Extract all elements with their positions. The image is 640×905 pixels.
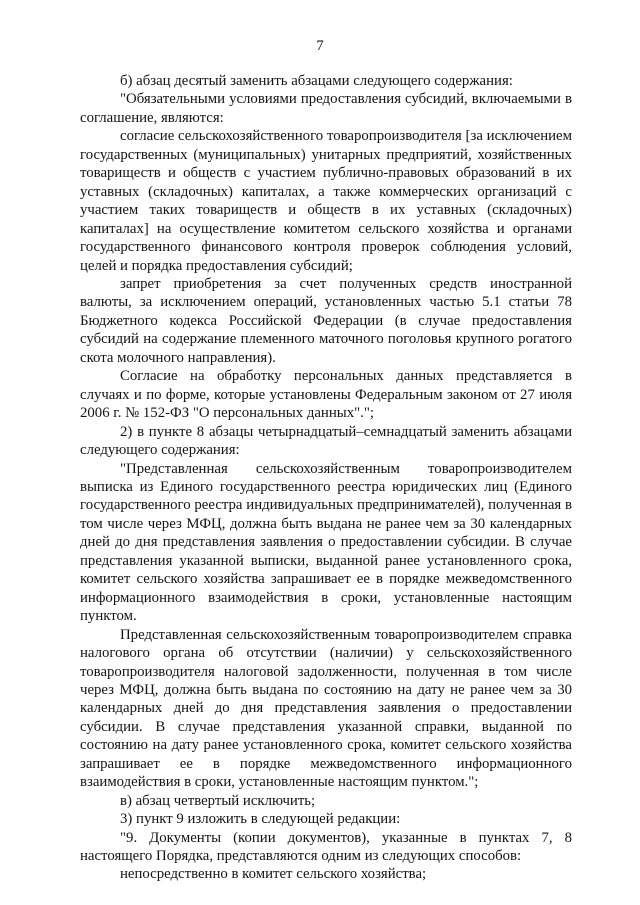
- paragraph-3: согласие сельскохозяйственного товаропроизводителя [за исключением государственных (муниципальных) унитарных предприятий, хозяйственных товариществ и обществ с участием публично-правовых образований в их уставных (складочных) капиталах, а также коммерческих организаций с участием таких товариществ и обществ в их уставных (складочных) капиталах] на осуществление комитетом сельского хозяйства и органами государственного финансового контроля проверок соблюдения условий, целей и порядка предоставления субсидий;: [80, 128, 572, 274]
- document-body: [80, 72, 572, 884]
- paragraph-7: "Представленная сельскохозяйственным товаропроизводителем выписка из Единого государственного реестра юридических лиц (Единого государственного реестра индивидуальных предпринимателей), полученная в том числе через МФЦ, должна быть выдана не ранее чем за 30 календарных дней до дня представления заявления о предоставлении субсидии. В случае представления указанной выписки, выданной ранее установленного срока, комитет сельского хозяйства запрашивает ее в порядке межведомственного информационного взаимодействия в сроки, установленные настоящим пунктом.: [80, 460, 572, 625]
- page-number: 7: [316, 38, 324, 54]
- paragraph-9: в) абзац четвертый исключить;: [120, 792, 316, 809]
- paragraph-1: б) абзац десятый заменить абзацами следующего содержания:: [120, 73, 513, 89]
- paragraph-11: "9. Документы (копии документов), указанные в пунктах 7, 8 настоящего Порядка, представляются одним из следующих способов:: [80, 829, 572, 865]
- paragraph-4: запрет приобретения за счет полученных средств иностранной валюты, за исключением операций, установленных частью 5.1 статьи 78 Бюджетного кодекса Российской Федерации (в случае предоставления субсидий на содержание племенного маточного поголовья крупного рогатого скота молочного направления).: [80, 275, 572, 366]
- paragraph-6: 2) в пункте 8 абзацы четырнадцатый–семнадцатый заменить абзацами следующего содержания:: [80, 423, 572, 459]
- paragraph-12: непосредственно в комитет сельского хозяйства;: [120, 866, 427, 883]
- paragraph-2: "Обязательными условиями предоставления субсидий, включаемыми в соглашение, являются:: [80, 91, 572, 126]
- paragraph-10: 3) пункт 9 изложить в следующей редакции:: [120, 811, 401, 828]
- paragraph-8: Представленная сельскохозяйственным товаропроизводителем справка налогового органа об отсутствии (наличии) у сельскохозяйственного товаропроизводителя налоговой задолженности, полученная в том числе через МФЦ, должна быть выдана по состоянию на дату не ранее чем за 30 календарных дней до дня представления заявления о предоставлении субсидии. В случае представления указанной справки, выданной по состоянию на дату ранее установленного срока, комитет сельского хозяйства запрашивает ее в порядке межведомственного информационного взаимодействия в сроки, установленные настоящим пунктом.";: [80, 626, 572, 791]
- paragraph-5: Согласие на обработку персональных данных представляется в случаях и по форме, которые установлены Федеральным законом от 27 июля 2006 г. № 152-ФЗ "О персональных данных".";: [80, 368, 572, 422]
